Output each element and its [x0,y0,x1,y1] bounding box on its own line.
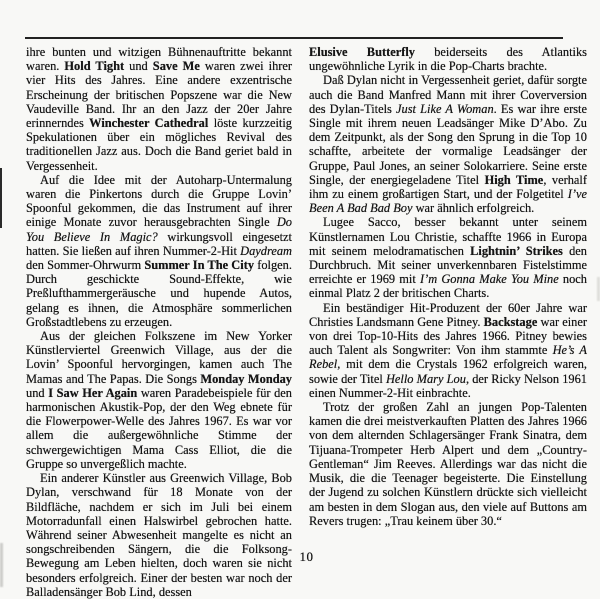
page-number: 10 [299,549,314,564]
paragraph: Ein beständiger Hit-Produzent der 60er Jahre war Christies Landsmann Gene Pitney. Backstage war einer von drei Top-10-Hits des Jahres 1966. Pitney bewies auch Talent als Songwriter: Von ihm stammte He’s A Rebel, mit dem die Crystals 1962 erfolgreich waren, sowie der Titel Hello Mary Lou, der Ricky Nelson 1961 einen Nummer-2-Hit einbrachte. [309,300,588,400]
title-bold: Monday Monday [200,371,292,386]
title-bold: Save Me [152,59,200,74]
paragraph: Lugee Sacco, besser bekannt unter seinem Künstlernamen Lou Christie, schaffte 1966 in Europa mit seinem melodramatischen Lightnin’ Strikes den Durchbruch. Mit seiner unverkennbaren Fistelstimme erreichte er 1969 mit I’m Gonna Make You Mine noch einmal Platz 2 der britischen Charts. [309,215,587,301]
title-italic: Do You Believe In Magic? [26,215,292,244]
header-rule [25,37,563,39]
paragraph: Auf die Idee mit der Autoharp-Untermalung waren die Pinkertons durch die Gruppe Lovin’ Spoonful gekommen, die das Instrument auf ihrer einige Monate zuvor herausgebrachten Single Do You Believe In Magic? wirkungsvoll eingesetzt hatten. Sie ließen auf ihren Nummer-2-Hit Daydream den Sommer-Ohrwurm Summer In The City folgen. Durch geschickte Sound-Effekte, wie Preßlufthammergeräusche und hupende Autos, gelang es ihnen, die Atmosphäre sommerlichen Großstadtlebens zu erzeugen. [26,172,292,329]
title-italic: Hello Mary Lou [385,371,466,386]
text-columns [26,45,587,599]
title-bold: Hold Tight [64,59,125,74]
title-italic: I’m Gonna Make You Mine [419,272,559,287]
title-italic: Daydream [240,243,292,258]
title-italic: Just Like A Woman [396,101,494,116]
title-bold: Lightnin’ Strikes [470,243,563,258]
paragraph: Trotz der großen Zahl an jungen Pop-Talenten kamen die drei meistverkauften Platten des Jahres 1966 von dem alternden Schlagersänger Frank Sinatra, dem Tijuana-Trompeter Herb Alpert und dem „Country-Gentleman“ Jim Reeves. Allerdings war das nicht die Musik, die die Teenager begeisterte. Die Einstellung der Jugend zu solchen Künstlern drückte sich vielleicht am besten in dem Slogan aus, den viele auf Buttons am Revers trugen: „Trau keinem über 30.“ [309,400,587,528]
title-italic: He’s A Rebel [309,343,587,372]
text-column-left [26,45,292,599]
paragraph: Aus der gleichen Folkszene im New Yorker Künstlerviertel Greenwich Village, aus der die Lovin’ Spoonful hervorgingen, kamen auch The Mamas and The Papas. Die Songs Monday Monday und I Saw Her Again waren Paradebeispiele für den harmonischen Akustik-Pop, der den Weg ebnete für die Flowerpower-Welle des Jahres 1967. Es war vor allem die außergewöhnliche Stimme der schwergewichtigen Mama Cass Elliot, die die Gruppe so unvergeßlich machte. [26,329,292,471]
paragraph: ihre bunten und witzigen Bühnenauftritte bekannt waren. Hold Tight und Save Me waren zwei ihrer vier Hits des Jahres. Eine andere exzentrische Erscheinung der britischen Popszene war die New Vaudeville Band. Ihr an den Jazz der 20er Jahre erinnerndes Winchester Cathedral löste kurzzeitig Spekulationen über ein mögliches Revival des traditionellen Jazz aus. Doch die Band geriet bald in Vergessenheit. [26,45,293,173]
paragraph: Elusive Butterfly beiderseits des Atlantiks ungewöhnliche Lyrik in die Pop-Charts brachte. [309,45,587,74]
title-bold: I Saw Her Again [48,385,138,400]
text-column-right [309,45,587,599]
paragraph: Ein anderer Künstler aus Greenwich Village, Bob Dylan, verschwand für 18 Monate von der Bildfläche, nachdem er sich im Juli bei einem Motorradunfall einen Halswirbel gebrochen hatte. Während seiner Abwesenheit mangelte es nicht an songschreibenden Sängern, die die Folksong-Bewegung am Leben hielten, doch waren sie nicht besonders erfolgreich. Einer der besten war noch der Balladensänger Bob Lind, dessen [26,471,292,599]
title-bold: High Time [484,172,544,187]
title-bold: Winchester Cathedral [89,116,209,131]
paragraph: Daß Dylan nicht in Vergessenheit geriet, dafür sorgte auch die Band Manfred Mann mit ihrer Coverversion des Dylan-Titels Just Like A Woman. Es war ihre erste Single mit ihrem neuen Leadsänger Mike D’Abo. Zu dem Zeitpunkt, als der Song den Sprung in die Top 10 schaffte, arbeitete der vormalige Leadsänger der Gruppe, Paul Jones, an seiner Solokarriere. Seine erste Single, der energiegeladene Titel High Time, verhalf ihm zu einem großartigen Start, und der Folgetitel I’ve Been A Bad Bad Boy war ähnlich erfolgreich. [309,73,587,216]
title-bold: Summer In The City [144,258,255,273]
title-bold: Elusive Butterfly [309,45,415,59]
title-italic: I’ve Been A Bad Bad Boy [309,187,587,216]
scan-artifact-left-smudge [0,543,3,587]
title-bold: Backstage [483,314,538,329]
scan-artifact-left-bar [0,168,2,228]
